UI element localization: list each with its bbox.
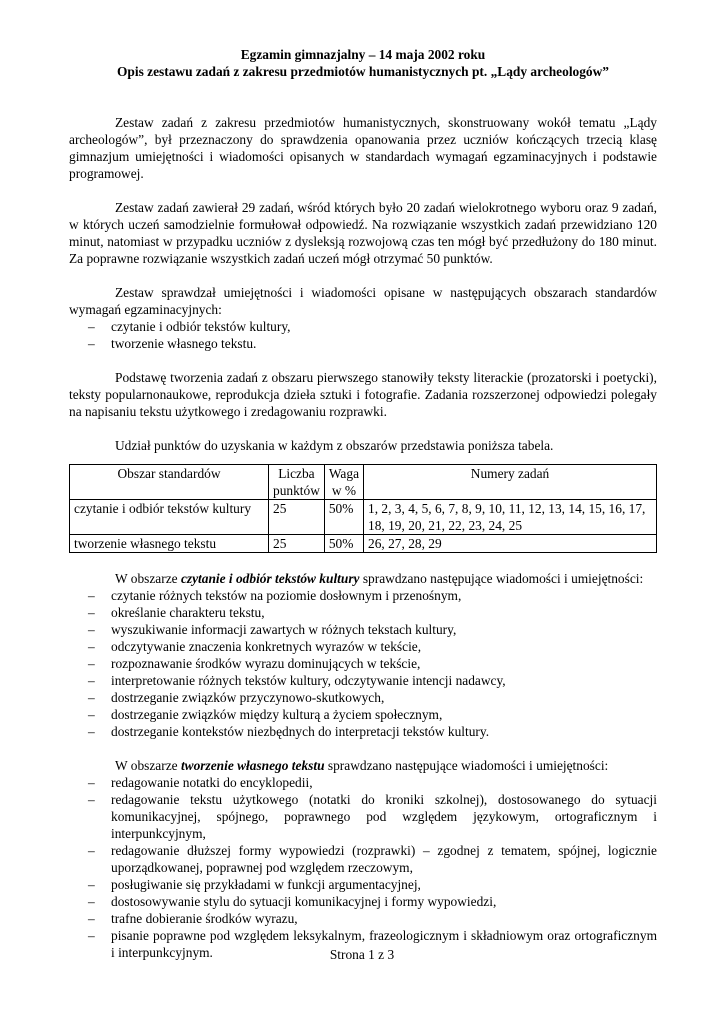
table-cell: tworzenie własnego tekstu — [70, 535, 269, 553]
table-cell: czytanie i odbiór tekstów kultury — [70, 500, 269, 535]
list-item: – dostrzeganie kontekstów niezbędnych do interpretacji tekstów kultury. — [69, 723, 657, 740]
table-cell: 50% — [324, 535, 363, 553]
list-item: – czytanie różnych tekstów na poziomie dosłownym i przenośnym, — [69, 587, 657, 604]
table-header: Numery zadań — [364, 465, 657, 500]
list-item: – wyszukiwanie informacji zawartych w różnych tekstach kultury, — [69, 621, 657, 638]
section1-list — [69, 587, 657, 740]
section2-list — [69, 774, 657, 961]
paragraph-task-count: Zestaw zadań zawierał 29 zadań, wśród których było 20 zadań wielokrotnego wyboru oraz 9 zadań, w których uczeń samodzielnie formułował odpowiedź. Na rozwiązanie wszystkich zadań przewidziano 120 minut, natomiast w przypadku uczniów z dysleksją rozwojową czas ten mógł być przedłużony do 180 minut. Za poprawne rozwiązanie wszystkich zadań uczeń mógł otrzymać 50 punktów. — [69, 200, 657, 266]
table-header: Waga w % — [324, 465, 363, 500]
page-number: Strona 1 z 3 — [329, 947, 395, 962]
table-cell: 25 — [269, 535, 325, 553]
list-item: – tworzenie własnego tekstu. — [69, 335, 657, 352]
document-title: Egzamin gimnazjalny – 14 maja 2002 roku — [240, 47, 486, 62]
paragraph-intro: Zestaw zadań z zakresu przedmiotów humanistycznych, skonstruowany wokół tematu „Lądy archeologów”, był przeznaczony do sprawdzenia opanowania przez uczniów kończących trzecią klasę gimnazjum umiejętności i wiadomości opisanych w standardach wymagań egzaminacyjnych i podstawie programowej. — [69, 115, 657, 181]
list-item: – rozpoznawanie środków wyrazu dominujących w tekście, — [69, 655, 657, 672]
section1-intro: W obszarze czytanie i odbiór tekstów kultury sprawdzano następujące wiadomości i umiejętności: — [115, 571, 644, 586]
table-cell: 50% — [324, 500, 363, 535]
table-cell: 1, 2, 3, 4, 5, 6, 7, 8, 9, 10, 11, 12, 13, 14, 15, 16, 17, 18, 19, 20, 21, 22, 23, 24, 25 — [364, 500, 657, 535]
table-row — [70, 500, 657, 535]
section1-emphasis: czytanie i odbiór tekstów kultury — [180, 571, 360, 586]
list-item: – redagowanie notatki do encyklopedii, — [69, 774, 657, 791]
list-item: – określanie charakteru tekstu, — [69, 604, 657, 621]
list-item: – czytanie i odbiór tekstów kultury, — [69, 318, 657, 335]
list-item: – odczytywanie znaczenia konkretnych wyrazów w tekście, — [69, 638, 657, 655]
list-item: – redagowanie dłuższej formy wypowiedzi (rozprawki) – zgodnej z tematem, spójnej, logicznie uporządkowanej, poprawnej pod względem rzeczowym, — [69, 842, 657, 876]
section2-intro: W obszarze tworzenie własnego tekstu sprawdzano następujące wiadomości i umiejętności: — [115, 758, 609, 773]
table-header-row — [70, 465, 657, 500]
paragraph-basis: Podstawę tworzenia zadań z obszaru pierwszego stanowiły teksty literackie (prozatorski i poetycki), teksty popularnonaukowe, reprodukcja dzieła sztuki i fotografie. Zadania rozszerzonej odpowiedzi polegały na napisaniu tekstu użytkowego i zredagowaniu rozprawki. — [69, 370, 657, 419]
list-item: – dostrzeganie związków między kulturą a życiem społecznym, — [69, 706, 657, 723]
section2-emphasis: tworzenie własnego tekstu — [180, 758, 325, 773]
document-subtitle: Opis zestawu zadań z zakresu przedmiotów humanistycznych pt. „Lądy archeologów” — [117, 64, 609, 79]
paragraph-areas: Zestaw sprawdzał umiejętności i wiadomości opisane w następujących obszarach standardów wymagań egzaminacyjnych: — [69, 285, 657, 317]
list-item: – dostosowywanie stylu do sytuacji komunikacyjnej i formy wypowiedzi, — [69, 893, 657, 910]
table-row — [70, 535, 657, 553]
points-table — [69, 464, 657, 553]
areas-list — [69, 318, 657, 352]
paragraph-table-intro: Udział punktów do uzyskania w każdym z obszarów przedstawia poniższa tabela. — [115, 438, 554, 453]
table-header: Obszar standardów — [70, 465, 269, 500]
list-item: – posługiwanie się przykładami w funkcji argumentacyjnej, — [69, 876, 657, 893]
list-item: – dostrzeganie związków przyczynowo-skutkowych, — [69, 689, 657, 706]
table-header: Liczba punktów — [269, 465, 325, 500]
list-item: – redagowanie tekstu użytkowego (notatki do kroniki szkolnej), dostosowanego do sytuacji komunikacyjnej, spójnego, poprawnego pod względem językowym, ortograficznym i interpunkcyjnym, — [69, 791, 657, 842]
list-item: – trafne dobieranie środków wyrazu, — [69, 910, 657, 927]
table-cell: 26, 27, 28, 29 — [364, 535, 657, 553]
list-item: – pisanie poprawne pod względem leksykalnym, frazeologicznym i składniowym oraz ortograficznym i interpunkcyjnym. — [69, 927, 657, 961]
list-item: – interpretowanie różnych tekstów kultury, odczytywanie intencji nadawcy, — [69, 672, 657, 689]
document-page — [69, 46, 657, 961]
table-cell: 25 — [269, 500, 325, 535]
